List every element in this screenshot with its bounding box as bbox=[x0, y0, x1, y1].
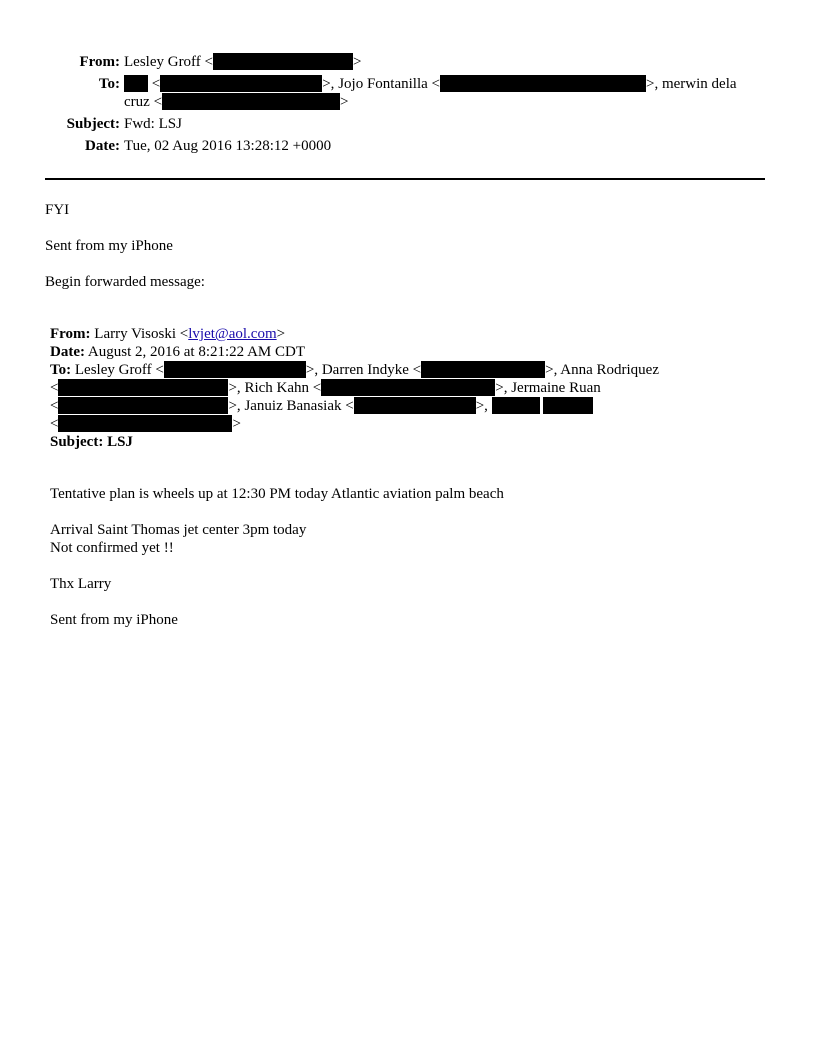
to-label: To: bbox=[98, 76, 120, 92]
date-value: Tue, 02 Aug 2016 13:28:12 +0000 bbox=[124, 138, 332, 154]
redaction-box bbox=[543, 397, 593, 414]
fwd-to-row: To: Lesley Groff < >, Darren Indyke < >, Anna Rodriquez bbox=[50, 362, 659, 378]
subject-label: Subject: bbox=[66, 116, 120, 132]
fwd-to-januiz: Januiz Banasiak bbox=[244, 398, 342, 414]
redaction-box bbox=[321, 379, 495, 396]
redaction-box bbox=[164, 361, 306, 378]
fwd-subject-value: LSJ bbox=[107, 434, 133, 450]
fwd-body-line: Not confirmed yet !! bbox=[50, 540, 174, 556]
fwd-to-darren: Darren Indyke bbox=[321, 362, 409, 378]
redaction-box bbox=[58, 415, 232, 432]
redaction-box bbox=[354, 397, 476, 414]
header-subject-row bbox=[0, 115, 816, 133]
fwd-to-anna: Anna Rodriquez bbox=[560, 362, 659, 378]
fwd-body-line: Arrival Saint Thomas jet center 3pm today bbox=[50, 522, 307, 538]
from-name: Lesley Groff bbox=[124, 54, 201, 70]
body-forward-intro: Begin forwarded message: bbox=[45, 274, 205, 290]
redaction-box bbox=[58, 379, 228, 396]
fwd-from-row: From: Larry Visoski <lvjet@aol.com> bbox=[50, 326, 286, 342]
body-fyi: FYI bbox=[45, 202, 70, 218]
fwd-from-label: From: bbox=[50, 326, 91, 342]
from-label: From: bbox=[79, 54, 120, 70]
redaction-box bbox=[124, 75, 148, 92]
fwd-subject-row bbox=[50, 433, 133, 451]
redaction-box bbox=[160, 75, 322, 92]
fwd-date-row bbox=[50, 343, 305, 361]
to-merwin-cont: cruz bbox=[124, 94, 150, 110]
redaction-box bbox=[492, 397, 540, 414]
fwd-to-label: To: bbox=[50, 362, 72, 378]
fwd-subject-label: Subject: bbox=[50, 434, 104, 450]
fwd-from-name: Larry Visoski bbox=[94, 326, 177, 342]
to-merwin: merwin dela bbox=[661, 76, 737, 92]
header-date-row bbox=[0, 137, 816, 155]
fwd-body-line: Tentative plan is wheels up at 12:30 PM today Atlantic aviation palm beach bbox=[50, 486, 504, 502]
fwd-body-signoff: Thx Larry bbox=[50, 576, 112, 592]
fwd-to-lesley: Lesley Groff bbox=[74, 362, 152, 378]
redaction-box bbox=[162, 93, 340, 110]
header-to-row: To: < >, Jojo Fontanilla < >, merwin dela bbox=[98, 76, 737, 92]
fwd-to-jermaine: Jermaine Ruan bbox=[511, 380, 601, 396]
fwd-date-label: Date: bbox=[50, 344, 85, 360]
header-to-row-continued: cruz < > bbox=[124, 94, 349, 110]
subject-value: Fwd: LSJ bbox=[124, 116, 182, 132]
date-label: Date: bbox=[85, 138, 120, 154]
header-from-row: From: Lesley Groff < > bbox=[79, 54, 362, 70]
fwd-from-email-link[interactable]: lvjet@aol.com bbox=[188, 326, 277, 342]
redaction-box bbox=[440, 75, 646, 92]
redaction-box bbox=[421, 361, 545, 378]
fwd-to-row-2: < >, Rich Kahn < >, Jermaine Ruan bbox=[50, 380, 601, 396]
fwd-to-rich: Rich Kahn bbox=[244, 380, 310, 396]
header-divider bbox=[45, 178, 765, 180]
to-jojo: Jojo Fontanilla bbox=[338, 76, 428, 92]
fwd-date-value: August 2, 2016 at 8:21:22 AM CDT bbox=[87, 344, 306, 360]
redaction-box bbox=[213, 53, 353, 70]
fwd-body-signature: Sent from my iPhone bbox=[50, 612, 178, 628]
redaction-box bbox=[58, 397, 228, 414]
fwd-to-row-3: < >, Januiz Banasiak < >, bbox=[50, 397, 593, 415]
fwd-to-row-4: < > bbox=[50, 416, 241, 432]
body-signature: Sent from my iPhone bbox=[45, 238, 173, 254]
